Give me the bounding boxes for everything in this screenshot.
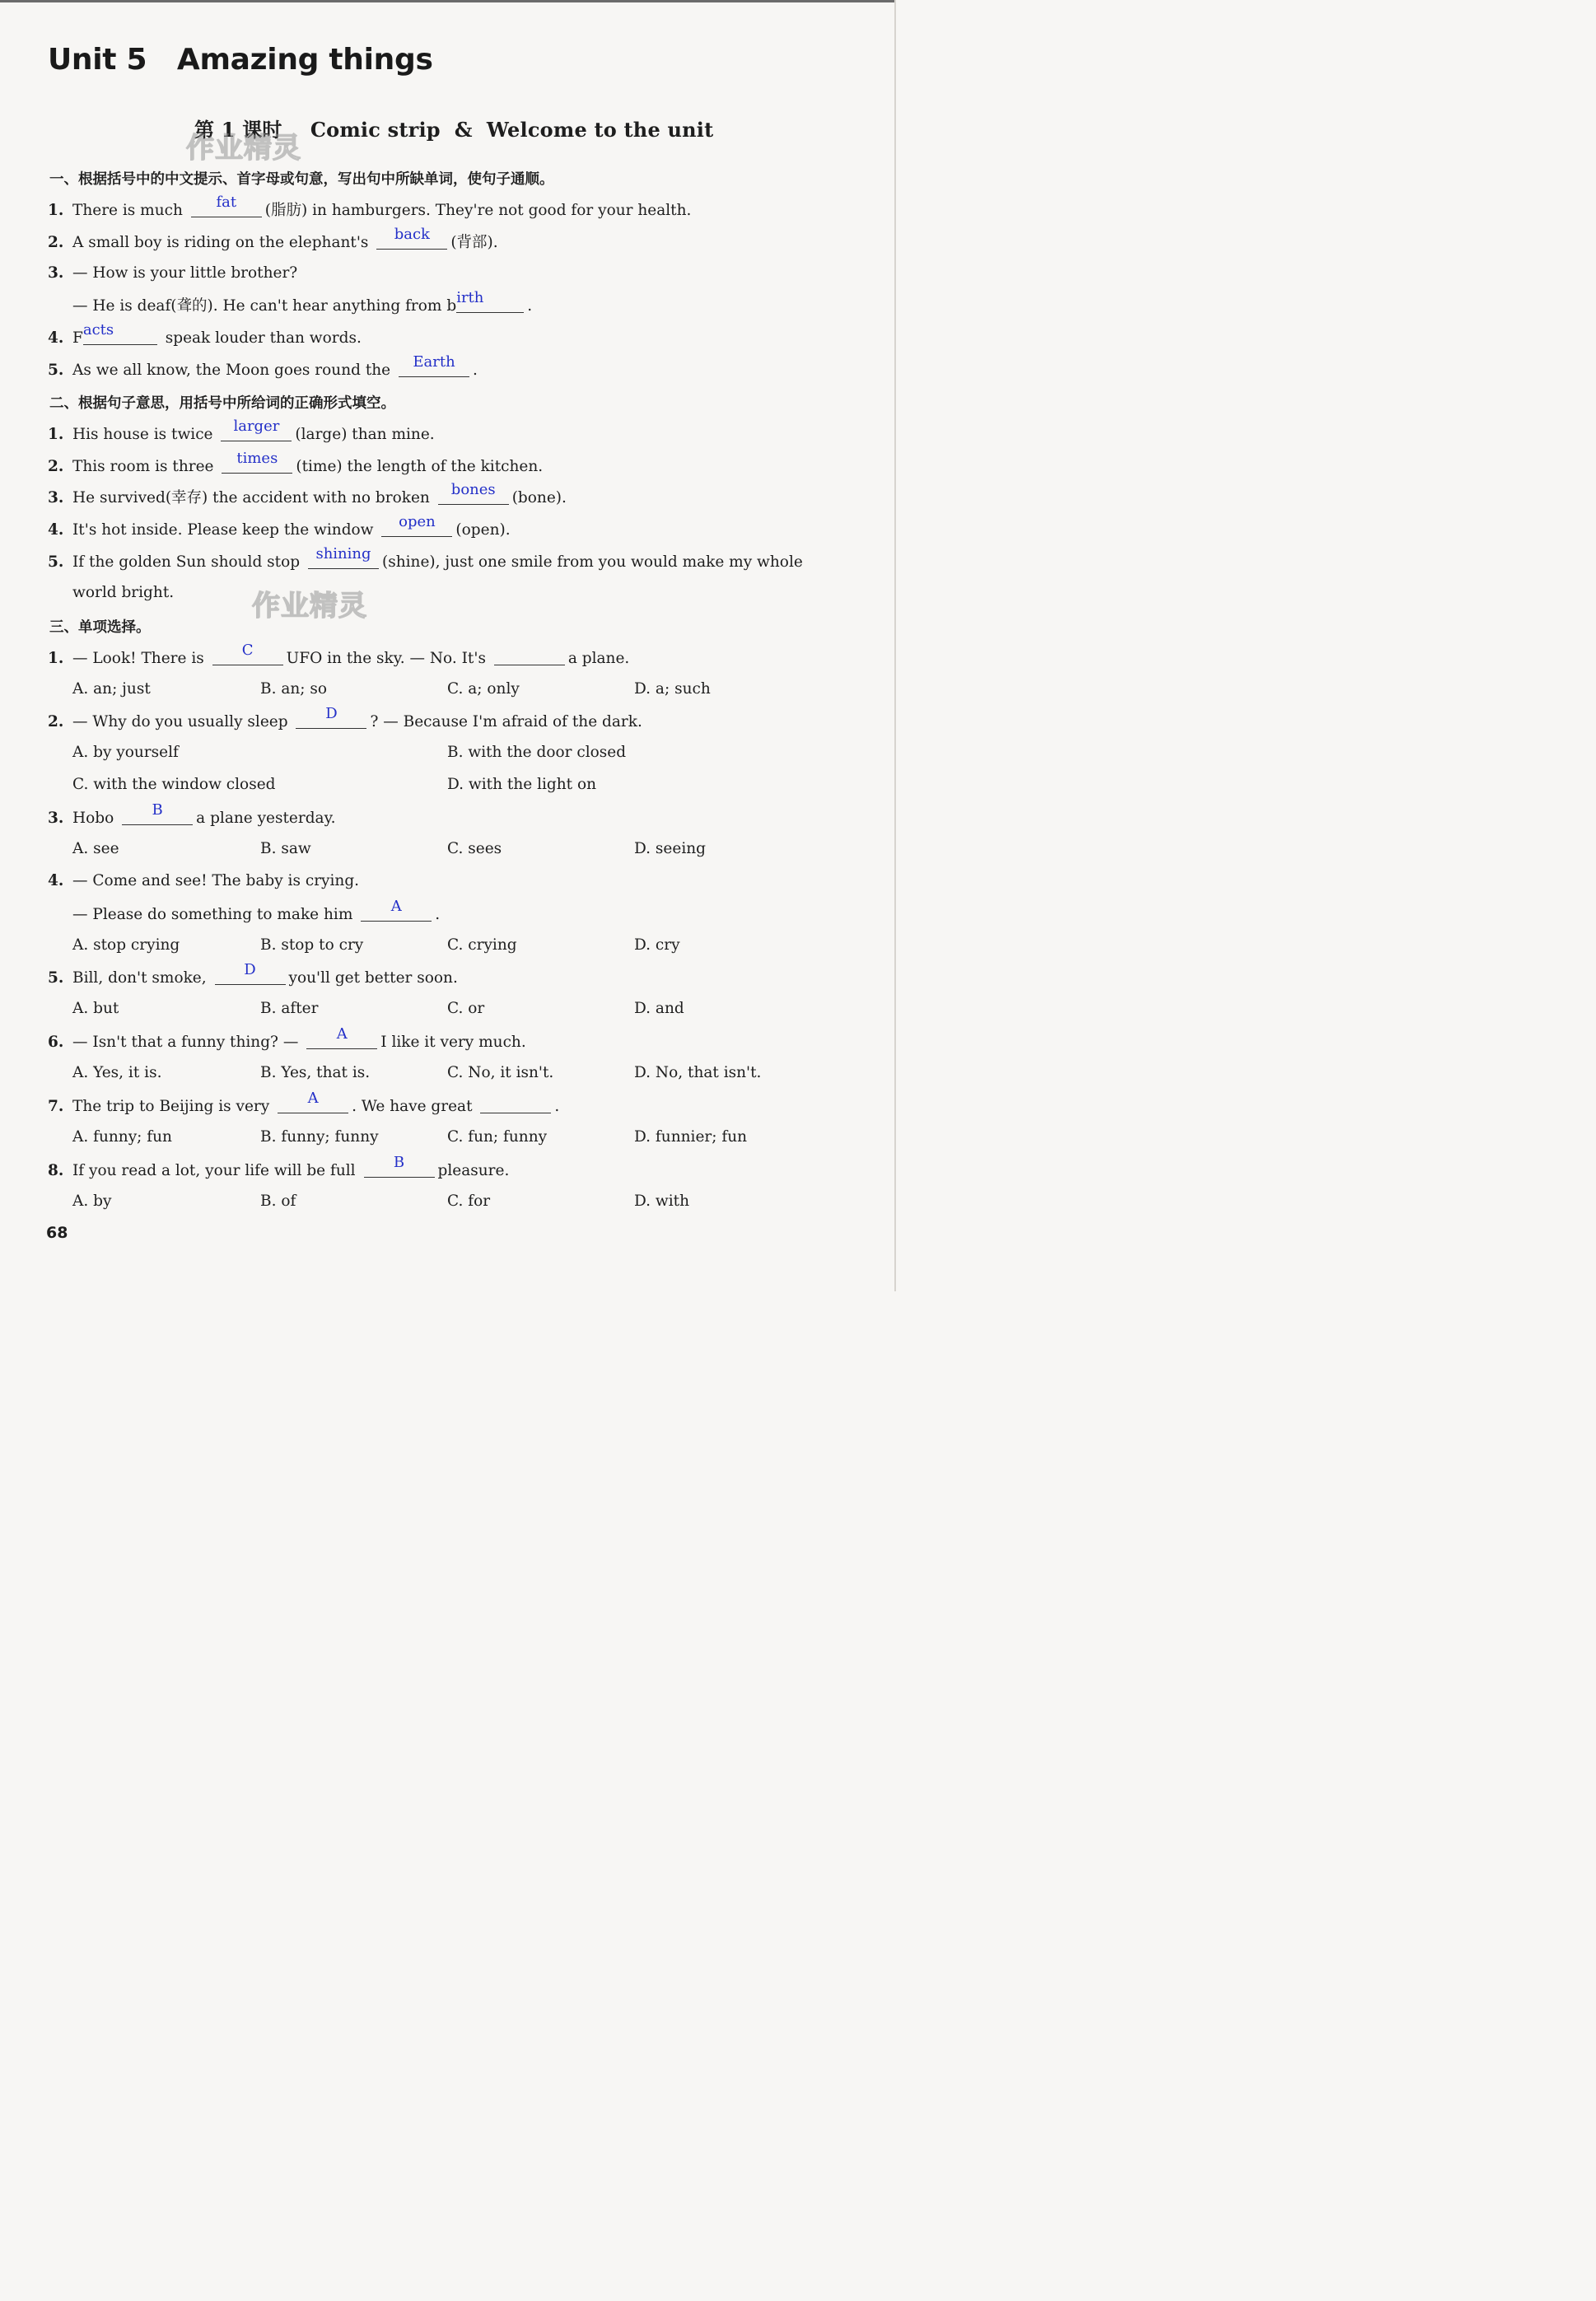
answer-blank[interactable]: [438, 481, 509, 505]
question-1-3: [48, 263, 297, 284]
question-number: 4.: [48, 872, 64, 889]
answer-blank[interactable]: [222, 450, 292, 474]
question-number: 4.: [48, 521, 64, 539]
option-b[interactable]: B. Yes, that is.: [260, 1064, 371, 1081]
section-3-heading: 三、单项选择。: [49, 619, 151, 636]
unit-title: Unit 5 Amazing things: [48, 43, 433, 77]
question-number: 3.: [48, 489, 64, 506]
question-text: — He is deaf(聋的). He can't hear anything from b: [72, 297, 457, 315]
option-b[interactable]: B. of: [260, 1193, 296, 1210]
question-text: — Look! There is: [72, 650, 204, 667]
question-text: (背部).: [450, 234, 498, 251]
question-2-5: [48, 545, 803, 573]
question-number: 7.: [48, 1098, 64, 1115]
question-2-3: [48, 481, 567, 509]
option-a[interactable]: A. by yourself: [72, 744, 179, 761]
question-text: — Isn't that a funny thing? —: [72, 1034, 299, 1051]
answer-blank[interactable]: [212, 642, 283, 665]
mc-question-7: [48, 1090, 560, 1118]
answer-blank[interactable]: [381, 513, 452, 537]
question-text: — Why do you usually sleep: [72, 713, 288, 730]
answer-blank[interactable]: [456, 289, 524, 313]
option-d[interactable]: D. seeing: [634, 840, 706, 857]
question-text: As we all know, the Moon goes round the: [72, 362, 391, 379]
answer-blank[interactable]: [82, 321, 157, 345]
question-number: 1.: [48, 426, 64, 443]
handwritten-answer: B: [393, 1154, 405, 1171]
option-b[interactable]: B. after: [260, 1000, 319, 1017]
page-edge: [894, 0, 896, 1291]
top-border: [0, 0, 896, 2]
question-text: If the golden Sun should stop: [72, 553, 301, 571]
option-a[interactable]: A. Yes, it is.: [72, 1064, 162, 1081]
answer-blank[interactable]: [361, 898, 432, 922]
answer-blank[interactable]: [308, 545, 379, 569]
option-a[interactable]: A. but: [72, 1000, 119, 1017]
question-text: (脂肪) in hamburgers. They're not good for your health.: [264, 202, 692, 219]
handwritten-answer: bones: [450, 481, 496, 498]
option-d[interactable]: D. with: [634, 1193, 690, 1210]
question-number: 5.: [48, 969, 64, 987]
handwritten-answer: larger: [233, 418, 280, 435]
question-text: The trip to Beijing is very: [72, 1098, 270, 1115]
question-2-4: [48, 513, 511, 541]
option-d[interactable]: D. funnier; fun: [634, 1128, 748, 1146]
question-text: a plane yesterday.: [196, 810, 336, 827]
question-text: He survived(幸存) the accident with no broken: [72, 489, 430, 506]
answer-blank[interactable]: [494, 646, 565, 665]
answer-blank[interactable]: [122, 801, 193, 825]
question-text: If you read a lot, your life will be full: [72, 1162, 356, 1179]
answer-blank[interactable]: [306, 1025, 377, 1049]
section-1-heading: 一、根据括号中的中文提示、首字母或句意，写出句中所缺单词，使句子通顺。: [49, 171, 554, 188]
question-number: 6.: [48, 1034, 64, 1051]
question-number: 1.: [48, 650, 64, 667]
question-text: F: [72, 329, 83, 347]
handwritten-answer: fat: [216, 194, 237, 211]
option-b[interactable]: B. funny; funny: [260, 1128, 379, 1146]
question-text: (time) the length of the kitchen.: [296, 458, 544, 475]
option-c[interactable]: C. fun; funny: [447, 1128, 548, 1146]
mc-question-4: [48, 870, 359, 892]
question-text: — Please do something to make him: [72, 906, 353, 923]
question-2-1: [48, 418, 435, 446]
question-text: There is much: [72, 202, 183, 219]
page-number: 68: [46, 1224, 68, 1242]
mc-question-4-reply: [72, 898, 441, 926]
option-d[interactable]: D. with the light on: [447, 776, 597, 793]
option-a[interactable]: A. see: [72, 840, 119, 857]
handwritten-answer: D: [244, 961, 256, 978]
answer-blank[interactable]: [191, 194, 262, 217]
question-1-3-reply: [72, 289, 533, 317]
question-number: 5.: [48, 362, 64, 379]
question-text: His house is twice: [72, 426, 213, 443]
mc-question-8: [48, 1154, 510, 1182]
question-number: 2.: [48, 458, 64, 475]
question-text: pleasure.: [437, 1162, 510, 1179]
option-a[interactable]: A. stop crying: [72, 936, 180, 954]
option-b[interactable]: B. stop to cry: [260, 936, 364, 954]
question-number: 5.: [48, 553, 64, 571]
handwritten-answer: D: [325, 705, 338, 722]
question-text: It's hot inside. Please keep the window: [72, 521, 374, 539]
mc-question-2: [48, 705, 642, 733]
lesson-title: 第 1 课时 Comic strip & Welcome to the unit: [194, 118, 714, 142]
question-text: . We have great: [352, 1098, 473, 1115]
option-a[interactable]: A. by: [72, 1193, 112, 1210]
handwritten-answer: C: [241, 642, 254, 659]
question-number: 8.: [48, 1162, 64, 1179]
option-c[interactable]: C. sees: [447, 840, 502, 857]
option-a[interactable]: A. an; just: [72, 680, 151, 698]
option-b[interactable]: B. an; so: [260, 680, 328, 698]
question-text: you'll get better soon.: [288, 969, 458, 987]
question-text: I like it very much.: [380, 1034, 526, 1051]
question-text: .: [527, 297, 533, 315]
question-text: speak louder than words.: [165, 329, 362, 347]
question-number: 2.: [48, 234, 64, 251]
answer-blank[interactable]: [376, 226, 447, 250]
question-text: A small boy is riding on the elephant's: [72, 234, 369, 251]
question-2-5-cont: world bright.: [72, 584, 175, 601]
question-text: .: [473, 362, 478, 379]
question-text: (open).: [455, 521, 511, 539]
handwritten-answer: B: [152, 801, 163, 819]
question-text: UFO in the sky. — No. It's: [286, 650, 486, 667]
handwritten-answer: times: [236, 450, 278, 467]
option-d[interactable]: D. and: [634, 1000, 684, 1017]
question-1-1: [48, 194, 692, 222]
mc-question-1: [48, 642, 630, 670]
question-number: 4.: [48, 329, 64, 347]
option-d[interactable]: D. cry: [634, 936, 680, 954]
handwritten-answer: open: [399, 513, 436, 530]
question-text: a plane.: [567, 650, 630, 667]
question-text: ? — Because I'm afraid of the dark.: [370, 713, 642, 730]
option-c[interactable]: C. a; only: [447, 680, 520, 698]
handwritten-answer: A: [336, 1025, 348, 1043]
question-1-2: [48, 226, 498, 254]
option-c[interactable]: C. for: [447, 1193, 491, 1210]
mc-question-6: [48, 1025, 526, 1053]
question-1-4: [48, 321, 362, 349]
handwritten-answer: acts: [82, 321, 114, 338]
answer-blank[interactable]: [364, 1154, 435, 1178]
question-2-2: [48, 450, 544, 478]
question-number: 2.: [48, 713, 64, 730]
handwritten-answer: Earth: [413, 353, 455, 371]
question-number: 1.: [48, 202, 64, 219]
answer-blank[interactable]: [480, 1094, 551, 1113]
question-text: (large) than mine.: [295, 426, 435, 443]
watermark-logo: 作业精灵: [252, 590, 367, 623]
answer-blank[interactable]: [221, 418, 292, 441]
handwritten-answer: irth: [456, 289, 484, 306]
watermark-logo: 作业精灵: [186, 132, 301, 165]
question-text: .: [435, 906, 441, 923]
mc-question-5: [48, 961, 458, 989]
mc-question-3: [48, 801, 336, 829]
question-text: (bone).: [511, 489, 567, 506]
question-text: (shine), just one smile from you would make my whole: [381, 553, 803, 571]
option-a[interactable]: A. funny; fun: [72, 1128, 172, 1146]
handwritten-answer: shining: [315, 545, 371, 562]
handwritten-answer: A: [390, 898, 402, 915]
option-c[interactable]: C. crying: [447, 936, 517, 954]
option-b[interactable]: B. saw: [260, 840, 311, 857]
option-b[interactable]: B. with the door closed: [447, 744, 627, 761]
question-1-5: [48, 353, 478, 381]
question-text: — Come and see! The baby is crying.: [72, 872, 360, 889]
option-c[interactable]: C. No, it isn't.: [447, 1064, 554, 1081]
option-c[interactable]: C. or: [447, 1000, 485, 1017]
answer-blank[interactable]: [296, 705, 366, 729]
question-text: Bill, don't smoke,: [72, 969, 207, 987]
answer-blank[interactable]: [399, 353, 469, 377]
option-d[interactable]: D. a; such: [634, 680, 711, 698]
question-text: .: [554, 1098, 560, 1115]
option-c[interactable]: C. with the window closed: [72, 776, 276, 793]
handwritten-answer: A: [307, 1090, 319, 1107]
question-text: Hobo: [72, 810, 114, 827]
question-text: — How is your little brother?: [72, 264, 298, 282]
section-2-heading: 二、根据句子意思，用括号中所给词的正确形式填空。: [49, 395, 395, 412]
option-d[interactable]: D. No, that isn't.: [634, 1064, 762, 1081]
question-text: This room is three: [72, 458, 214, 475]
answer-blank[interactable]: [215, 961, 286, 985]
answer-blank[interactable]: [278, 1090, 348, 1113]
question-number: 3.: [48, 264, 64, 282]
handwritten-answer: back: [394, 226, 430, 243]
question-number: 3.: [48, 810, 64, 827]
